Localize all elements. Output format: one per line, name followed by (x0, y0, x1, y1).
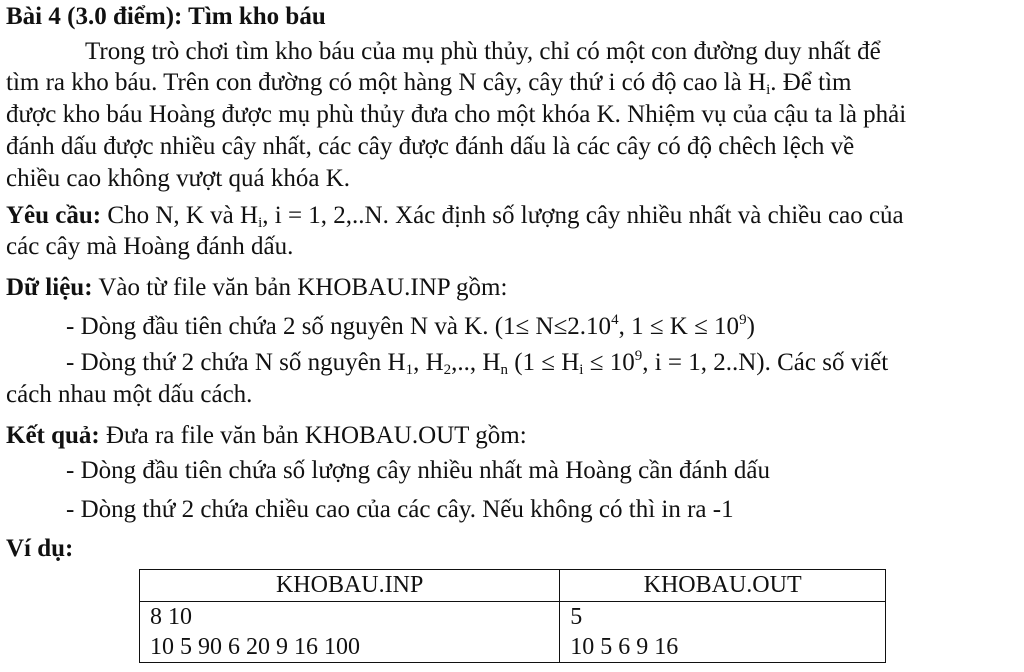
input-label: Dữ liệu: (6, 274, 93, 301)
input-line-1: - Dòng đầu tiên chứa 2 số nguyên N và K. ($1\le N\le 2.10^4$, $1 \le K \le 10^9$) (66, 312, 755, 340)
intro-line-4: đánh dấu được nhiều cây nhất, các cây được đánh dấu là các cây có độ chêch lệch về (6, 133, 855, 160)
intro-line-1: Trong trò chơi tìm kho báu của mụ phù thủy, chỉ có một con đường duy nhất để (85, 38, 881, 65)
example-header-out: KHOBAU.OUT (560, 570, 886, 602)
requirement-label: Yêu cầu: (6, 202, 102, 229)
intro-line-2: tìm ra kho báu. Trên con đường có một hàng N cây, cây thứ i có độ cao là $H_i$. Để tìm (6, 69, 852, 98)
intro-line-5: chiều cao không vượt quá khóa K. (6, 165, 351, 192)
example-out-line-1: 5 (570, 604, 583, 630)
output-line-2: - Dòng thứ 2 chứa chiều cao của các cây. Nếu không có thì in ra -1 (66, 496, 734, 523)
input-line-3: cách nhau một dấu cách. (6, 381, 253, 408)
example-inp-line-1: 8 10 (150, 604, 192, 630)
example-inp-line-2: 10 5 90 6 20 9 16 100 (150, 634, 360, 660)
example-label: Ví dụ: (6, 535, 74, 562)
input-line-2: - Dòng thứ 2 chứa N số nguyên $H_1$, $H_2$,.., $H_n$ ($1 \le H_i \le 10^9$, i = 1, 2..N). Các số viết (66, 348, 889, 378)
example-out-line-2: 10 5 6 9 16 (570, 634, 679, 660)
output-title: Kết quả: Đưa ra file văn bản KHOBAU.OUT gồm: (6, 422, 527, 449)
intro-line-3: được kho báu Hoàng được mụ phù thủy đưa cho một khóa K. Nhiệm vụ của cậu ta là phải (6, 101, 907, 128)
problem-heading: Bài 4 (3.0 điểm): Tìm kho báu (6, 3, 326, 30)
example-inp-cell (140, 602, 560, 663)
output-label: Kết quả: (6, 422, 100, 449)
example-table (139, 569, 886, 663)
example-header-inp: KHOBAU.INP (140, 570, 560, 602)
output-line-1: - Dòng đầu tiên chứa số lượng cây nhiều nhất mà Hoàng cần đánh dấu (66, 457, 771, 484)
requirement-line-1: Yêu cầu: Cho N, K và $H_i$, i = 1, 2,..N. Xác định số lượng cây nhiều nhất và chiều cao của (6, 202, 904, 231)
requirement-line-2: các cây mà Hoàng đánh dấu. (6, 233, 294, 260)
example-out-cell (560, 602, 886, 663)
input-title: Dữ liệu: Vào từ file văn bản KHOBAU.INP gồm: (6, 274, 508, 301)
